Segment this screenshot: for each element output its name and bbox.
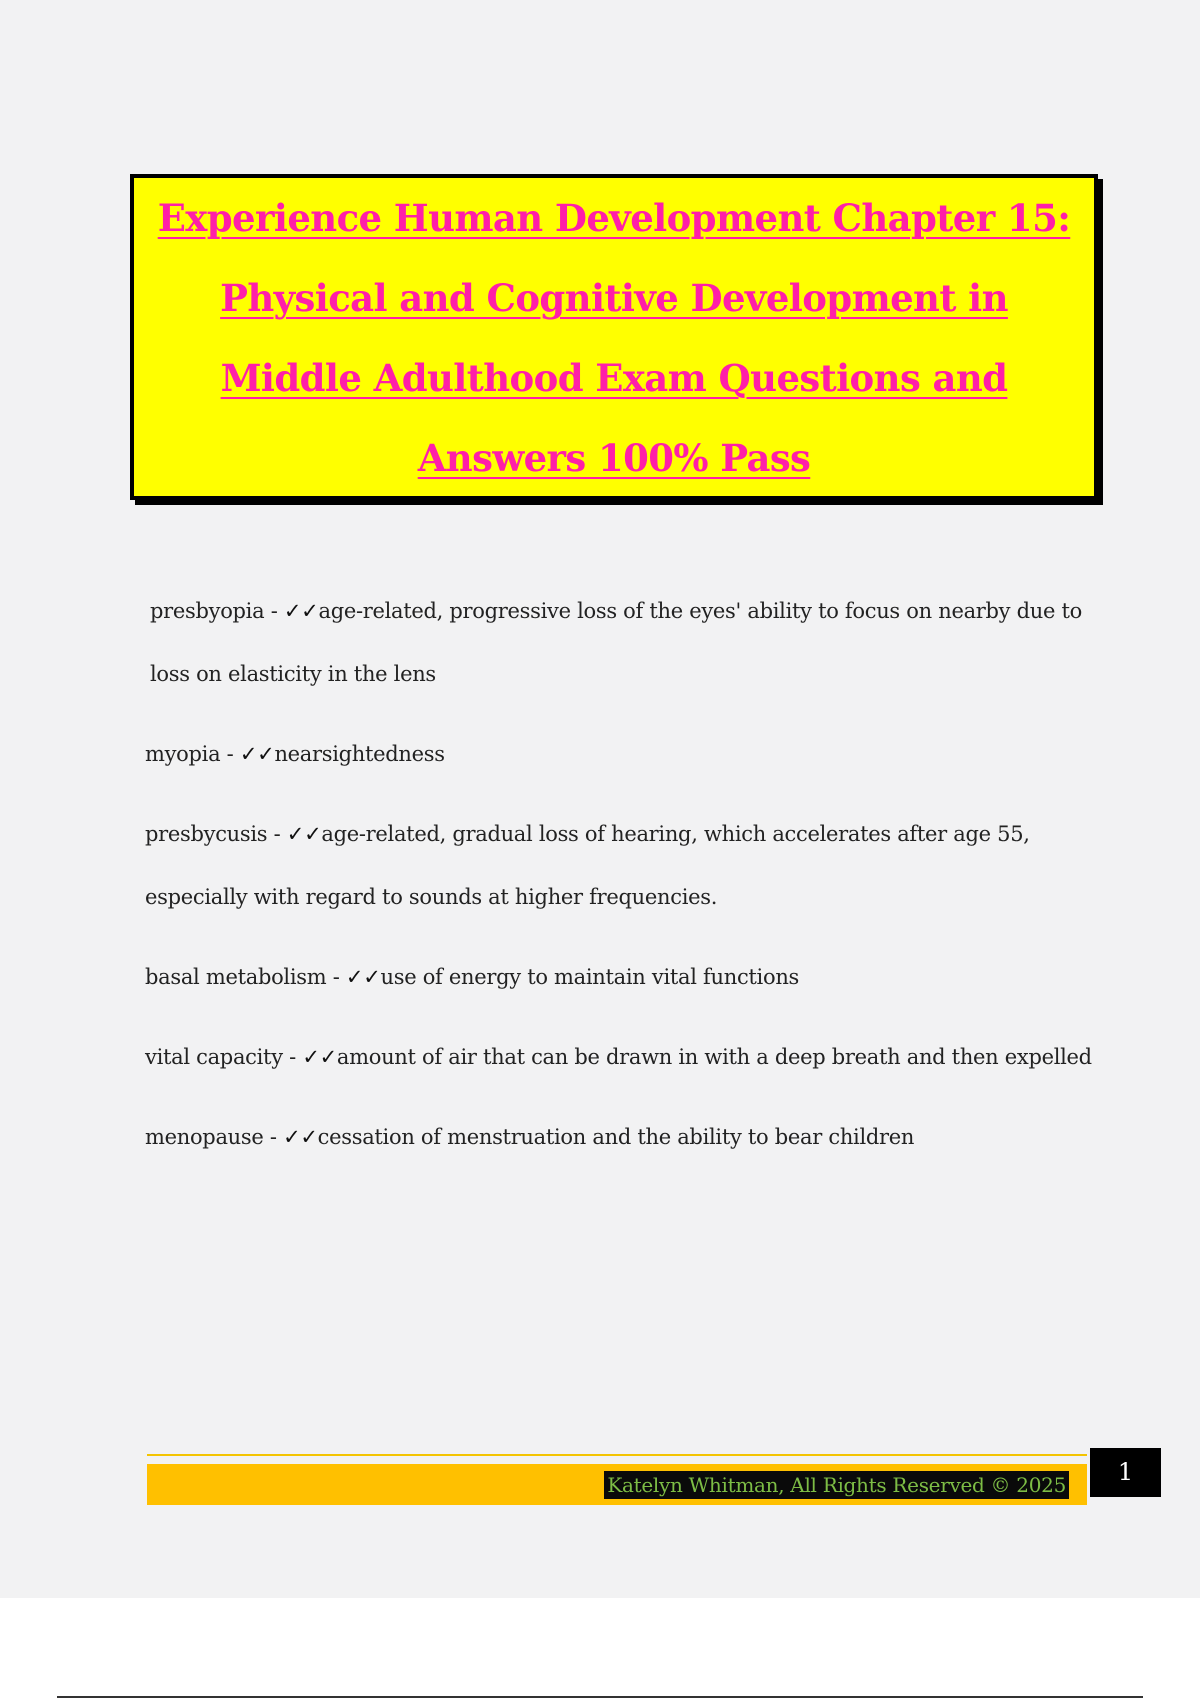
entry-definition: cessation of menstruation and the ability to bear children <box>317 1125 915 1149</box>
entry-term: presbyopia - <box>150 599 284 623</box>
bottom-divider <box>57 1696 1143 1698</box>
entry-definition: age-related, progressive loss of the eyes' ability to focus on nearby due to loss on elasticity in the lens <box>150 599 1082 686</box>
double-check-icon: ✓✓ <box>345 965 381 989</box>
entry-definition: amount of air that can be drawn in with a deep breath and then expelled <box>336 1045 1092 1069</box>
entry-term: presbycusis - <box>145 822 287 846</box>
qa-entry <box>145 723 1095 786</box>
copyright-text: Katelyn Whitman, All Rights Reserved © 2025 <box>604 1471 1069 1499</box>
double-check-icon: ✓✓ <box>283 599 319 623</box>
entry-term: basal metabolism - <box>145 965 346 989</box>
entry-term: vital capacity - <box>145 1045 303 1069</box>
double-check-icon: ✓✓ <box>239 742 275 766</box>
double-check-icon: ✓✓ <box>286 822 322 846</box>
title-line-1: Experience Human Development Chapter 15: <box>157 196 1071 240</box>
title-line-4: Answers 100% Pass <box>417 436 811 480</box>
entry-definition: age-related, gradual loss of hearing, which accelerates after age 55, especially with regard to sounds at higher frequencies. <box>145 822 1030 909</box>
page-number: 1 <box>1090 1448 1161 1497</box>
qa-entry <box>145 1026 1095 1089</box>
qa-entry <box>145 946 1095 1009</box>
double-check-icon: ✓✓ <box>283 1125 318 1149</box>
double-check-icon: ✓✓ <box>302 1045 337 1069</box>
entry-term: menopause - <box>145 1125 284 1149</box>
qa-entry <box>145 803 1095 929</box>
qa-entry <box>145 580 1095 706</box>
title-box <box>130 174 1098 500</box>
qa-entries-list <box>145 580 1095 1186</box>
qa-entry <box>145 1106 1095 1169</box>
title-line-3: Middle Adulthood Exam Questions and <box>220 356 1008 400</box>
footer-divider <box>147 1454 1087 1456</box>
footer-bar <box>147 1464 1087 1505</box>
entry-definition: use of energy to maintain vital functions <box>380 965 800 989</box>
entry-definition: nearsightedness <box>274 742 445 766</box>
entry-term: myopia - <box>145 742 240 766</box>
title-line-2: Physical and Cognitive Development in <box>220 276 1008 320</box>
